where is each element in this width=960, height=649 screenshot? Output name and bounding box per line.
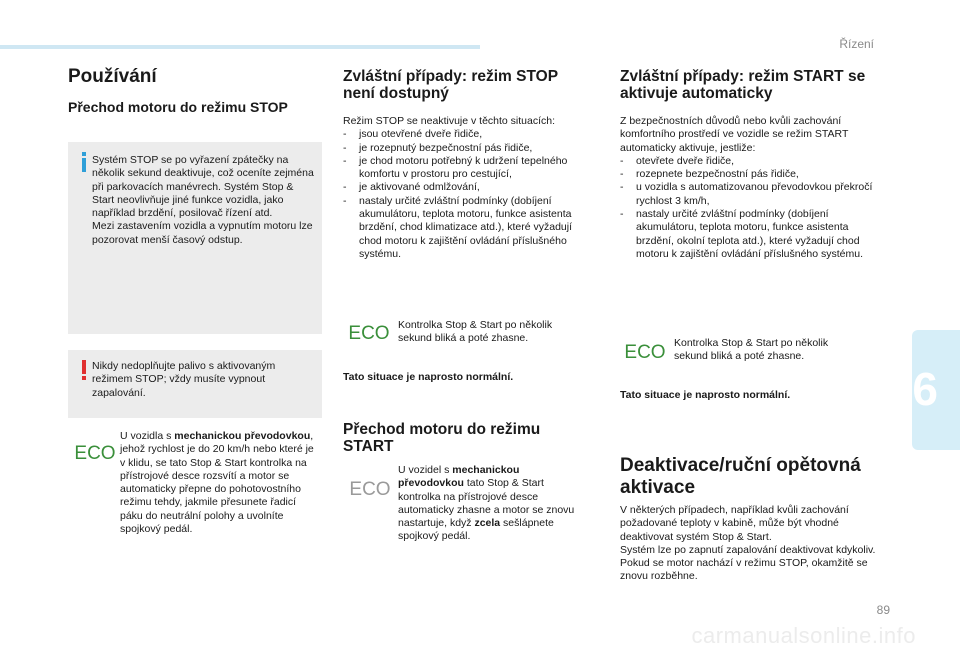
- eco-icon-label: ECO: [74, 443, 116, 464]
- watermark: carmanualsonline.info: [691, 623, 916, 648]
- normal-situation-note: Tato situace je naprosto normální.: [620, 389, 791, 401]
- start-automatic-list: [620, 115, 878, 261]
- info-icon: [76, 152, 92, 172]
- stop-unavailable-list: [343, 115, 593, 261]
- normal-situation-note: Tato situace je naprosto normální.: [343, 371, 514, 383]
- eco-green-icon: [70, 442, 120, 464]
- list-item: - u vozidla s automatizovanou převodovkou překročí rychlost 3 km/h,: [620, 181, 878, 208]
- eco-green-icon: [344, 322, 394, 344]
- list-item: - rozepnete bezpečnostní pás řidiče,: [620, 168, 878, 181]
- page-number: 89: [876, 603, 890, 617]
- chapter-tab-number: 6: [912, 363, 938, 415]
- info-box-text: Systém STOP se po vyřazení zpátečky na několik sekund deaktivuje, což oceníte zejména při parkovacích manévrech. Systém Stop & Start neovlivňuje jiné funkce vozidla, jako například brzdění, posilovač řízení atd. Mezi zastavením vozidla a vypnutím motoru lze pozorovat menší časový odstup.: [92, 154, 314, 246]
- section-title-start-automatic: Zvláštní případy: režim START se aktivuje automaticky: [620, 68, 866, 102]
- info-box: [68, 142, 322, 334]
- section-title-deactivation: Deaktivace/ruční opětovná aktivace: [620, 455, 861, 498]
- section-title-start: Přechod motoru do režimu START: [343, 421, 541, 455]
- list-item: - nastaly určité zvláštní podmínky (dobíjení akumulátoru, teplota motoru, funkce asistenta brzdění, chod klimatizace atd.), které vyžadují chod motoru k zajištění ovládání příslušného systému.: [343, 195, 593, 261]
- eco-grey-icon: [345, 478, 395, 500]
- list-item: - otevřete dveře řidiče,: [620, 155, 878, 168]
- eco-description-mechanical: U vozidla s mechanickou převodovkou, jehož rychlost je do 20 km/h nebo které je v klidu, se tato Stop & Start kontrolka na přístrojové desce rozsvítí a motor se automaticky přepne do pohotovostního režimu tehdy, jakmile přesunete řadicí páku do neutrální polohy a uvolníte spojkový pedál.: [120, 430, 314, 536]
- warning-icon: [76, 360, 92, 380]
- eco-green-icon: [620, 341, 670, 363]
- eco-icon-label: ECO: [349, 479, 391, 500]
- deactivation-text: V některých případech, například kvůli zachování požadované teploty v kabině, může být vhodné deaktivovat systém Stop & Start. Systém lze po zapnutí zapalování deaktivovat kdykoliv. Pokud se motor nachází v režimu STOP, okamžitě se znovu rozběhne.: [620, 504, 876, 583]
- list-item: - je aktivované odmlžování,: [343, 181, 593, 194]
- warning-box-text: Nikdy nedoplňujte palivo s aktivovaným režimem STOP; vždy musíte vypnout zapalování.: [92, 360, 276, 399]
- warning-box: [68, 350, 322, 418]
- list-item: - je chod motoru potřebný k udržení tepelného komfortu v prostoru pro cestující,: [343, 155, 593, 182]
- chapter-title: Řízení: [839, 37, 874, 51]
- section-title-stop: Přechod motoru do režimu STOP: [68, 99, 288, 115]
- eco-blink-description: Kontrolka Stop & Start po několik sekund bliká a poté zhasne.: [398, 319, 553, 345]
- start-automatic-intro: Z bezpečnostních důvodů nebo kvůli zachování komfortního prostředí ve vozidle se režim START automaticky aktivuje, jestliže:: [620, 115, 849, 154]
- page-title: Používání: [68, 66, 157, 87]
- header-accent-bar: [0, 45, 480, 49]
- list-item: - nastaly určité zvláštní podmínky (dobíjení akumulátoru, teplota motoru, funkce asistenta brzdění, okolní teplota atd.), které vyžadují chod motoru k zajištění ovládání příslušného systému.: [620, 208, 878, 261]
- eco-blink-description: Kontrolka Stop & Start po několik sekund bliká a poté zhasne.: [674, 337, 829, 363]
- stop-unavailable-intro: Režim STOP se neaktivuje v těchto situacích:: [343, 115, 556, 127]
- list-item: - je rozepnutý bezpečnostní pás řidiče,: [343, 142, 593, 155]
- eco-icon-label: ECO: [348, 323, 390, 344]
- eco-icon-label: ECO: [624, 342, 666, 363]
- eco-start-description: U vozidel s mechanickou převodovkou tato Stop & Start kontrolka na přístrojové desce automaticky zhasne a motor se znovu nastartuje, když zcela sešlápnete spojkový pedál.: [398, 464, 575, 543]
- section-title-stop-unavailable: Zvláštní případy: režim STOP není dostupný: [343, 68, 558, 102]
- list-item: - jsou otevřené dveře řidiče,: [343, 128, 593, 141]
